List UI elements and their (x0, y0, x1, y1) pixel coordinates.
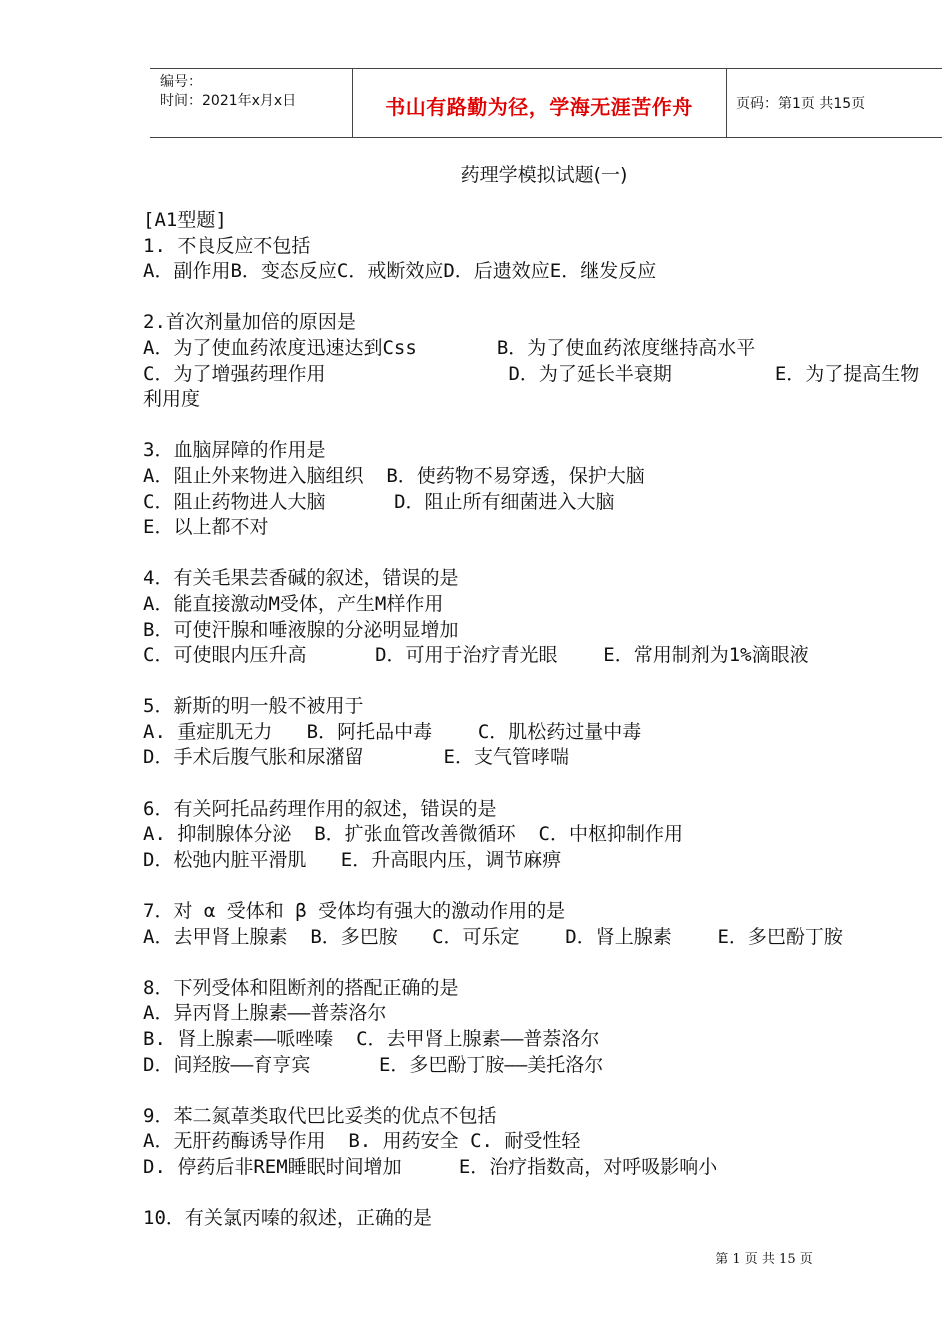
answer-options: A．异丙肾上腺素——普萘洛尔 (143, 1002, 387, 1025)
question-stem: 4．有关毛果芸香碱的叙述，错误的是 (143, 567, 459, 590)
section-label: [A1型题] (143, 209, 227, 231)
question-stem: 6．有关阿托品药理作用的叙述，错误的是 (143, 797, 497, 820)
page-footer: 第 1 页 共 15 页 (715, 1252, 813, 1267)
page-title: 药理学模拟试题(一) (460, 164, 628, 186)
answer-options: C．阻止药物进人大脑 D．阻止所有细菌进入大脑 (143, 490, 615, 513)
answer-options: 利用度 (143, 388, 201, 411)
answer-options: C．可使眼内压升高 D．可用于治疗青光眼 E．常用制剂为1%滴眼液 (143, 644, 809, 667)
spacer (143, 873, 948, 899)
answer-options: D．手术后腹气胀和尿潴留 E．支气管哮喘 (143, 746, 569, 769)
header-table (150, 68, 942, 138)
answer-options: A．去甲肾上腺素 B．多巴胺 C．可乐定 D．肾上腺素 E．多巴酚丁胺 (143, 925, 843, 948)
spacer (143, 950, 948, 976)
question-stem: 10．有关氯丙嗪的叙述，正确的是 (143, 1207, 432, 1230)
spacer (143, 413, 948, 439)
answer-options: A．副作用B．变态反应C．戒断效应D．后遗效应E．继发反应 (143, 260, 657, 283)
answer-options: D．松弛内脏平滑肌 E．升高眼内压，调节麻痹 (143, 848, 562, 871)
spacer (143, 285, 948, 311)
time-label: 时间：2021年x月x日 (160, 93, 297, 109)
question-stem: 7．对 α 受体和 β 受体均有强大的激动作用的是 (143, 900, 566, 923)
page-number-label: 页码：第1页 共15页 (736, 96, 866, 112)
answer-options: A. 重症肌无力 B．阿托品中毒 C．肌松药过量中毒 (143, 720, 642, 743)
answer-options: B. 肾上腺素——哌唑嗪 C．去甲肾上腺素——普萘洛尔 (143, 1028, 600, 1050)
header-divider (726, 69, 727, 137)
answer-options: D. 停药后非REM睡眠时间增加 E．治疗指数高，对呼吸影响小 (143, 1155, 718, 1178)
answer-options: C．为了增强药理作用 D．为了延长半衰期 E．为了提高生物 (143, 362, 920, 385)
question-stem: 1. 不良反应不包括 (143, 234, 311, 257)
question-list (143, 208, 948, 1232)
question-stem: 3．血脑屏障的作用是 (143, 439, 326, 462)
question-stem: 8．下列受体和阻断剂的搭配正确的是 (143, 976, 459, 999)
header-meta (160, 73, 296, 111)
question-stem: 2.首次剂量加倍的原因是 (143, 311, 356, 334)
answer-options: A．无肝药酶诱导作用 B. 用药安全 C. 耐受性轻 (143, 1130, 581, 1153)
answer-options: B．可使汗腺和唾液腺的分泌明显增加 (143, 618, 459, 641)
answer-options: A．能直接激动M受体，产生M样作用 (143, 592, 444, 615)
question-stem: 9．苯二氮䓬类取代巴比妥类的优点不包括 (143, 1104, 497, 1127)
spacer (143, 1181, 948, 1207)
answer-options: D．间羟胺——育亨宾 E．多巴酚丁胺——美托洛尔 (143, 1053, 604, 1076)
answer-options: A. 抑制腺体分泌 B．扩张血管改善微循环 C．中枢抑制作用 (143, 823, 683, 846)
spacer (143, 1078, 948, 1104)
answer-options: A．为了使血药浓度迅速达到Css B．为了使血药浓度继持高水平 (143, 336, 756, 359)
header-motto: 书山有路勤为径，学海无涯苦作舟 (385, 95, 693, 119)
spacer (143, 771, 948, 797)
question-stem: 5．新斯的明一般不被用于 (143, 695, 364, 718)
answer-options: A．阻止外来物进入脑组织 B．使药物不易穿透，保护大脑 (143, 464, 645, 487)
spacer (143, 669, 948, 695)
answer-options: E．以上都不对 (143, 516, 269, 539)
code-label: 编号： (160, 74, 202, 90)
spacer (143, 541, 948, 567)
